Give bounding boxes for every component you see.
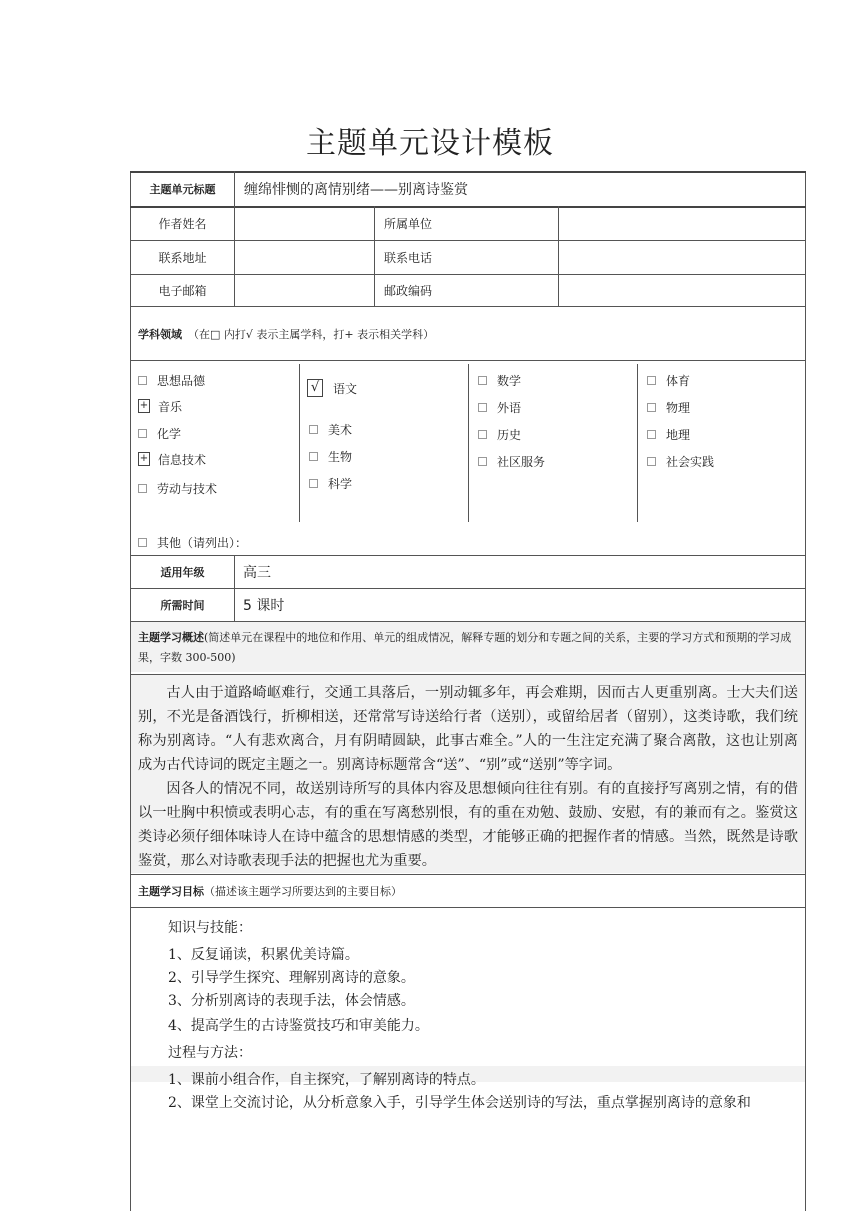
- author-label: 作者姓名: [158, 217, 207, 231]
- address-label: 联系地址: [158, 251, 207, 265]
- postcode-field[interactable]: [560, 275, 804, 306]
- unit-label: 所属单位: [384, 217, 433, 231]
- subject-option-history[interactable]: 历史: [478, 425, 521, 443]
- grade-label: 适用年级: [160, 566, 205, 579]
- postcode-label: 邮政编码: [384, 284, 433, 298]
- subject-option-other[interactable]: 其他（请列出）：: [138, 533, 247, 551]
- checkbox-icon[interactable]: [478, 430, 487, 439]
- grade-value[interactable]: 高三: [243, 565, 271, 581]
- subject-option-science[interactable]: 科学: [309, 474, 352, 492]
- checkbox-icon[interactable]: [138, 376, 147, 385]
- subject-option-chinese[interactable]: √ 语文: [307, 378, 357, 398]
- checkbox-icon[interactable]: [309, 425, 318, 434]
- overview-paragraph-2: 因各人的情况不同，故送别诗所写的具体内容及思想倾向往往有别。有的直接抒写离别之情，有的借以一吐胸中积愤或表明心志，有的重在写离愁别恨，有的重在劝勉、鼓励、安慰，有的兼而有之。鉴赏这类诗必须仔细体味诗人在诗中蕴含的思想情感的类型，才能够正确的把握作者的情感。当然，既然是诗歌鉴赏，那么对诗歌表现手法的把握也尤为重要。: [138, 781, 798, 869]
- subject-option-it[interactable]: + 信息技术: [139, 452, 207, 467]
- email-field[interactable]: [236, 275, 372, 306]
- checkbox-icon[interactable]: [647, 376, 656, 385]
- subject-option-moral[interactable]: 思想品德: [138, 371, 205, 389]
- checkbox-icon[interactable]: [309, 479, 318, 488]
- address-field[interactable]: [236, 241, 372, 274]
- unit-field[interactable]: [560, 207, 804, 240]
- checkbox-icon[interactable]: [478, 457, 487, 466]
- checkbox-icon[interactable]: [478, 376, 487, 385]
- overview-label: 主题学习概述: [138, 631, 204, 644]
- checkbox-icon[interactable]: [138, 429, 147, 438]
- subject-option-chemistry[interactable]: 化学: [138, 424, 181, 442]
- subject-label: 学科领域: [138, 327, 182, 341]
- plus-mark-icon[interactable]: +: [139, 453, 149, 464]
- author-field[interactable]: [236, 207, 372, 240]
- checkbox-icon[interactable]: [138, 484, 147, 493]
- time-label: 所需时间: [160, 599, 205, 612]
- subject-hint: （在□ 内打√ 表示主属学科，打+ 表示相关学科）: [188, 327, 435, 341]
- checkmark-icon[interactable]: √: [307, 379, 323, 397]
- subject-option-math[interactable]: 数学: [478, 371, 521, 389]
- subject-option-music[interactable]: + 音乐: [139, 399, 183, 414]
- topic-label: 主题单元标题: [149, 183, 216, 196]
- process-item: 1、课前小组合作，自主探究，了解别离诗的特点。: [168, 1072, 485, 1088]
- subject-option-art[interactable]: 美术: [309, 420, 352, 438]
- checkbox-icon[interactable]: [138, 538, 147, 547]
- subject-option-geography[interactable]: 地理: [647, 425, 690, 443]
- page-title: 主题单元设计模板: [306, 126, 554, 161]
- phone-field[interactable]: [560, 241, 804, 274]
- overview-paragraph-1: 古人由于道路崎岖难行，交通工具落后，一别动辄多年，再会难期，因而古人更重别离。士大夫们送别，不光是备酒饯行，折柳相送，还常常写诗送给行者（送别），或留给居者（留别），这类诗歌，我们统称为别离诗。“人有悲欢离合，月有阴晴圆缺，此事古难全。”人的一生注定充满了聚合离散，这也让别离成为古代诗词的既定主题之一。别离诗标题常含“送”、“别”或“送别”等字词。: [138, 685, 798, 773]
- knowledge-item: 3、分析别离诗的表现手法，体会情感。: [168, 993, 415, 1009]
- overview-hint: (简述单元在课程中的地位和作用、单元的组成情况，解释专题的划分和专题之间的关系，主要的学习方式和预期的学习成果，字数 300-500): [138, 631, 792, 664]
- checkbox-icon[interactable]: [647, 403, 656, 412]
- knowledge-item: 2、引导学生探究、理解别离诗的意象。: [168, 970, 415, 986]
- email-label: 电子邮箱: [158, 284, 207, 298]
- subject-option-physics[interactable]: 物理: [647, 398, 690, 416]
- subject-option-community[interactable]: 社区服务: [478, 452, 545, 470]
- subject-option-social-practice[interactable]: 社会实践: [647, 452, 714, 470]
- goals-label: 主题学习目标: [138, 885, 204, 898]
- knowledge-title: 知识与技能：: [168, 920, 252, 936]
- subject-option-foreign-lang[interactable]: 外语: [478, 398, 521, 416]
- overview-header: [138, 628, 800, 668]
- subject-option-pe[interactable]: 体育: [647, 371, 690, 389]
- checkbox-icon[interactable]: [647, 430, 656, 439]
- goals-hint: （描述该主题学习所要达到的主要目标）: [204, 885, 402, 898]
- subject-option-biology[interactable]: 生物: [309, 447, 352, 465]
- knowledge-item: 1、反复诵读，积累优美诗篇。: [168, 947, 359, 963]
- subject-header: [138, 307, 798, 360]
- checkbox-icon[interactable]: [478, 403, 487, 412]
- time-value[interactable]: 5 课时: [243, 598, 285, 614]
- phone-label: 联系电话: [384, 251, 433, 265]
- plus-mark-icon[interactable]: +: [139, 400, 149, 411]
- subject-option-labor[interactable]: 劳动与技术: [138, 479, 217, 497]
- topic-value[interactable]: 缠绵悱恻的离情别绪——别离诗鉴赏: [244, 182, 468, 198]
- checkbox-icon[interactable]: [309, 452, 318, 461]
- checkbox-icon[interactable]: [647, 457, 656, 466]
- process-title: 过程与方法：: [168, 1045, 252, 1061]
- goals-header: [138, 875, 798, 907]
- knowledge-item: 4、提高学生的古诗鉴赏技巧和审美能力。: [168, 1018, 429, 1034]
- process-item: 2、课堂上交流讨论，从分析意象入手，引导学生体会送别诗的写法，重点掌握别离诗的意象和: [168, 1095, 751, 1111]
